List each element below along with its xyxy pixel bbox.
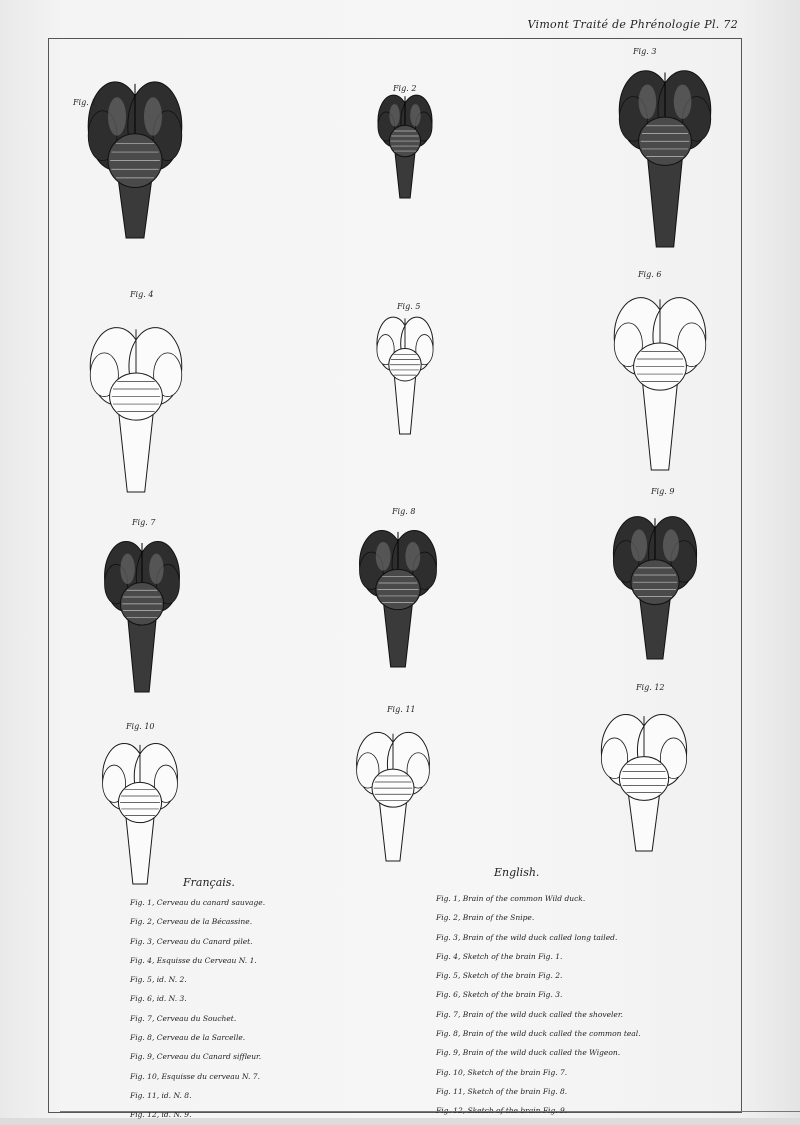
figure-label: Fig. 12 (636, 683, 665, 692)
caption-item: Fig. 9, Brain of the wild duck called the Wigeon. (436, 1048, 621, 1058)
caption-item: Fig. 8, Cerveau de la Sarcelle. (130, 1033, 246, 1043)
brain-drawing (348, 721, 438, 871)
caption-item: Fig. 12, Sketch of the brain Fig. 9. (436, 1106, 568, 1116)
caption-item: Fig. 7, Cerveau du Souchet. (130, 1013, 237, 1023)
brain-drawing (351, 519, 445, 677)
plate-bottom-edge (60, 1111, 800, 1118)
caption-item: Fig. 10, Sketch of the brain Fig. 7. (436, 1067, 568, 1077)
brain-figure-9 (605, 505, 705, 669)
figure-label: Fig. 7 (132, 518, 156, 527)
figure-label: Fig. 3 (633, 47, 657, 56)
brain-figure-5 (368, 306, 442, 444)
caption-item: Fig. 10, Esquisse du cerveau N. 7. (130, 1071, 260, 1081)
brain-drawing (605, 505, 705, 669)
brain-figure-7 (96, 530, 188, 702)
caption-item: Fig. 3, Cerveau du Canard pilet. (130, 936, 253, 946)
brain-drawing (96, 530, 188, 702)
caption-item: Fig. 5, id. N. 2. (130, 975, 187, 985)
caption-title-francais: Français. (183, 876, 235, 889)
figure-label: Fig. 11 (387, 705, 416, 714)
brain-drawing (80, 70, 190, 248)
brain-figure-1 (80, 70, 190, 248)
figure-label: Fig. 4 (130, 290, 154, 299)
caption-item: Fig. 11, id. N. 8. (130, 1090, 192, 1100)
brain-drawing (611, 59, 719, 257)
caption-item: Fig. 7, Brain of the wild duck called the shoveler. (436, 1009, 624, 1019)
figure-label: Fig. 5 (397, 302, 421, 311)
brain-figure-11 (348, 721, 438, 871)
figure-label: Fig. 10 (126, 722, 155, 731)
caption-item: Fig. 12, id. N. 9. (130, 1110, 192, 1120)
caption-item: Fig. 6, id. N. 3. (130, 994, 187, 1004)
caption-list-francais (130, 893, 265, 1125)
caption-item: Fig. 2, Cerveau de la Bécassine. (130, 917, 253, 927)
brain-drawing (369, 84, 441, 208)
brain-drawing (368, 306, 442, 444)
caption-item: Fig. 3, Brain of the wild duck called long tailed. (436, 932, 618, 942)
brain-figure-12 (593, 703, 695, 861)
caption-item: Fig. 1, Cerveau du canard sauvage. (130, 898, 266, 907)
caption-item: Fig. 5, Sketch of the brain Fig. 2. (436, 971, 563, 981)
brain-figure-3 (611, 59, 719, 257)
caption-item: Fig. 2, Brain of the Snipe. (436, 913, 535, 923)
caption-item: Fig. 11, Sketch of the brain Fig. 8. (436, 1086, 568, 1096)
brain-drawing (82, 316, 190, 502)
caption-item: Fig. 6, Sketch of the brain Fig. 3. (436, 990, 563, 1000)
brain-drawing (94, 732, 186, 894)
brain-figure-4 (82, 316, 190, 502)
figure-label: Fig. 1 (73, 98, 97, 107)
caption-item: Fig. 4, Sketch of the brain Fig. 1. (436, 951, 563, 961)
caption-list-english (436, 889, 641, 1121)
caption-item: Fig. 4, Esquisse du Cerveau N. 1. (130, 955, 257, 965)
figure-label: Fig. 8 (392, 507, 416, 516)
brain-figure-10 (94, 732, 186, 894)
brain-drawing (606, 286, 714, 480)
figure-label: Fig. 2 (393, 84, 417, 93)
brain-figure-2 (369, 84, 441, 208)
plate-header: Vimont Traité de Phrénologie Pl. 72 (527, 18, 738, 31)
caption-title-english: English. (494, 866, 540, 879)
brain-figure-8 (351, 519, 445, 677)
caption-item: Fig. 8, Brain of the wild duck called the common teal. (436, 1029, 641, 1039)
figure-label: Fig. 9 (651, 487, 675, 496)
caption-item: Fig. 9, Cerveau du Canard siffleur. (130, 1052, 262, 1062)
caption-item: Fig. 1, Brain of the common Wild duck. (436, 894, 586, 903)
figure-label: Fig. 6 (638, 270, 662, 279)
brain-figure-6 (606, 286, 714, 480)
brain-drawing (593, 703, 695, 861)
